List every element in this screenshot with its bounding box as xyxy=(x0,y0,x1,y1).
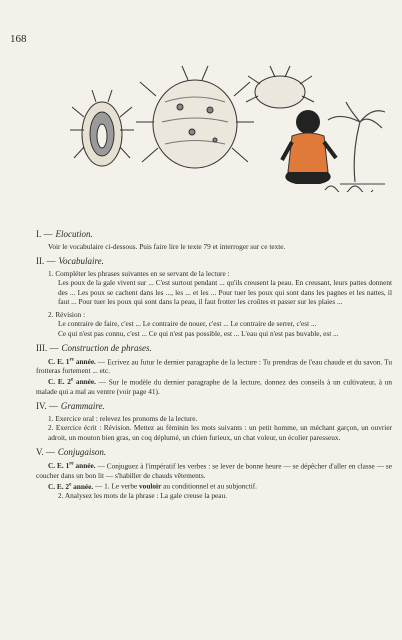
palm-tree-icon xyxy=(328,102,385,184)
signature-icon xyxy=(325,186,373,192)
illustration xyxy=(70,62,385,192)
grammaire-item-2: 2. Exercice écrit : Révision. Mettez au féminin les mots suivants : un petit homme, un méchant garçon, un ouvrier adroit, un mouton bien gras, un coq déplumé, un chien furieux, un chat voleur, un écolier paresseux. xyxy=(48,423,393,442)
vocab-item-2-line-2: Ce qui n'est pas connu, c'est ... Ce qui n'est pas possible, est ... L'eau qui n'est pas buvable, est ... xyxy=(58,328,339,338)
mite-small-icon xyxy=(70,90,134,166)
section-elocution-title: I. — Elocution. xyxy=(36,229,93,239)
section-conjugaison-title: V. — Conjugaison. xyxy=(36,447,107,458)
section-grammaire-title: IV. — Grammaire. xyxy=(36,401,105,412)
vocab-item-2-intro: 2. Révision : xyxy=(48,309,86,319)
lesson-content xyxy=(36,230,392,501)
conjugaison-ce2: C. E. 2e année. — 1. Le verbe vouloir au conditionnel et au subjonctif. xyxy=(48,481,257,491)
section-construction-title: III. — Construction de phrases. xyxy=(36,343,152,353)
page-number: 168 xyxy=(10,33,27,45)
vocab-item-1-text: Les poux de la gale vivent sur ... C'est surtout pendant ... qu'ils creusent la peau. En creusant, leurs pattes donnent des ... Les poux se cachent dans les ..., les ... et les ... Pour tuer les poux qui sont dans les pagnes et les nattes, il faut ... Pour tuer les poux qui sont dans la peau, il faut frotter les croûtes et passer sur les plaies ... xyxy=(58,278,392,306)
vocab-item-1-intro: 1. Compléter les phrases suivantes en se servant de la lecture : xyxy=(48,268,230,278)
mite-medium-icon xyxy=(246,66,314,108)
construction-ce2: C. E. 2e année. — Sur le modèle du dernier paragraphe de la lecture, donnez des conseils à un cultivateur, à un malade qui a mal au ventre (voir page 41). xyxy=(36,377,392,396)
section-vocabulaire-title: II. — Vocabulaire. xyxy=(36,256,104,266)
conjugaison-ce1: C. E. 1re année. — Conjuguez à l'impératif les verbes : se lever de bonne heure — se dépêcher d'aller en classe — se coucher dans un bon lit — s'habiller de chauds vêtements. xyxy=(36,461,392,480)
grammaire-item-1: 1. Exercice oral : relevez les pronoms de la lecture. xyxy=(48,413,198,423)
construction-ce1: C. E. 1re année. — Ecrivez au futur le dernier paragraphe de la lecture : Tu prendras de l'eau chaude et du savon. Tu frotteras fortement ... etc. xyxy=(36,356,392,376)
child-figure-icon xyxy=(282,110,336,184)
mite-large-icon xyxy=(136,66,254,168)
vocab-item-2-line-1: Le contraire de faire, c'est ... Le contraire de nouer, c'est ... Le contraire de serrer, c'est ... xyxy=(58,319,317,328)
elocution-text: Voir le vocabulaire ci-dessous. Puis faire lire le texte 79 et interroger sur ce texte. xyxy=(48,241,286,251)
conjugaison-ce2-line-2: 2. Analysez les mots de la phrase : La gale creuse la peau. xyxy=(58,491,227,501)
